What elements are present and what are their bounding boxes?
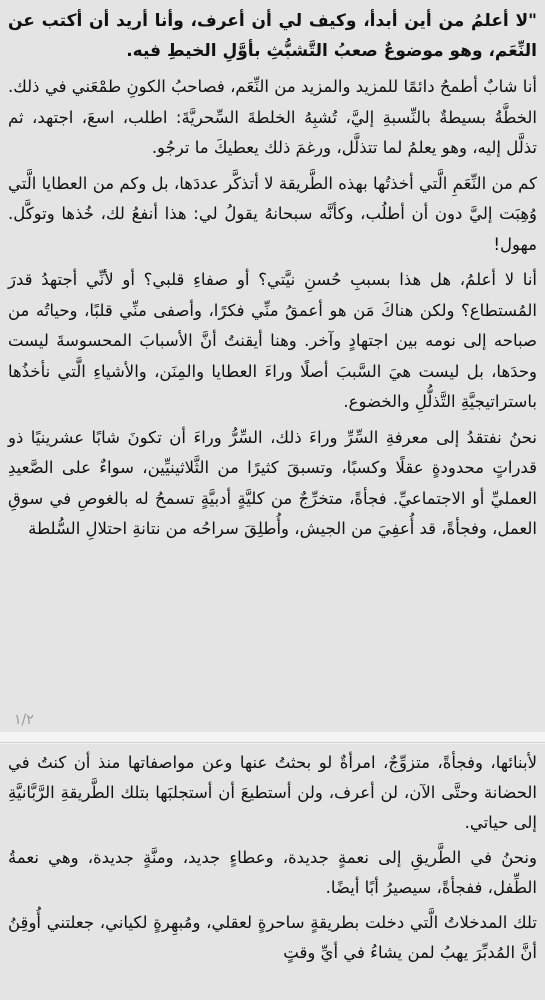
paragraph: لأبنائها، وفجأةً، متزوِّجٌ، امرأةٌ لو بحثتُ عنها وعن مواصفاتها منذ أن كنتُ في الحضانة وحتَّى الآن، لن أعرف، ولن أستطيعَ أن أستجلبَها بتلك الطَّريقةِ الرَّبَّانيَّةِ إلى حياتي. — [8, 753, 537, 832]
page-divider — [0, 742, 545, 743]
paragraph: كم من النِّعَمِ الَّتي أخذتُها بهذه الطَّريقة لا أتذكَّر عددَها، بل وكم من العطايا الَّتي وُهِبَت إليَّ دون أن أطلُب، وكأنَّه سبحانهُ يقولُ لي: هذا أنفعُ لك، خُذها وتوكَّل. مهول! — [8, 173, 537, 254]
opening-paragraph: "لا أعلمُ من أين أبدأ، وكيف لي أن أعرف، وأنا أريد أن أكتب عن النِّعَم، وهو موضوعٌ صعبُ التَّشبُّثِ بأوَّلِ الخيطِ فيه. — [8, 11, 537, 61]
document-page-2 — [0, 744, 545, 1000]
page-number: ١/٢ — [14, 712, 34, 728]
paragraph: ونحنُ في الطَّريقِ إلى نعمةٍ جديدة، وعطاءٍ جديد، ومنَّةٍ جديدة، وهي نعمةُ الطِّفل، ففجأةً، سيصيرُ أبًا أيضًا. — [8, 848, 537, 897]
paragraph: أنا شابٌ أطمحُ دائمًا للمزيد والمزيد من النِّعَم، فصاحبُ الكونِ طمْعَني في ذلك. الخطَّةُ بسيطةٌ بالنِّسبةِ إليَّ، تُشبِهُ الخلطةَ السِّحريَّةَ: اطلب، اسعَ، اجتهد، ثم تذلَّل إليه، وهو يعلمُ لما تتذلَّل، ورغمَ ذلك يعطيكَ ما ترجُو. — [8, 77, 537, 157]
paragraph: تلك المدخلاتُ الَّتي دخلت بطريقةٍ ساحرةٍ لعقلي، ومُبهِرةٍ لكياني، جعلتني أُوقِنُ أنَّ المُدبِّرَ يهبُ لمن يشاءُ في أيِّ وقتٍ — [8, 913, 537, 962]
paragraph: نحنُ نفتقدُ إلى معرفةِ السِّرِّ وراءَ ذلك، السِّرُّ وراءَ أن تكونَ شابًا عشرينيًا ذو قدراتٍ محدودةٍ عقلًا وكسبًا، وتسبقَ كثيرًا من الثَّلاثينيِّين، سواءٌ على الصَّعيدِ العمليِّ أو الاجتماعيِّ. فجأةً، متخرِّجٌ من كليَّةٍ أدبيَّةٍ تسمحُ له بالغوصِ في سوقِ العمل، وفجأةً، قد أُعفِيَ من الجيش، وأُطلِقَ سراحُه من نتانةِ احتلالِ السُّلطة — [8, 427, 537, 538]
paragraph: أنا لا أعلمُ، هل هذا بسببِ حُسنِ نيَّتي؟ أو صفاءِ قلبي؟ أو لأنِّي أجتهدُ قدرَ المُستطاع؟ ولكن هناكَ مَن هو أعمقُ منِّي فكرًا، وأصفى منِّي قلبًا، وحياتُه من صباحه إلى نومه بين اجتهادٍ وآخر. وهنا أيقنتُ أنَّ الأسبابَ المحسوسةَ ليست وحدَها، بل ليست هيَ السَّببَ أصلًا وراءَ العطايا والمِنَن، والأشياءِ الَّتي نأخذُها باستراتيجيَّةِ التَّذلُّلِ والخضوع. — [8, 270, 537, 411]
